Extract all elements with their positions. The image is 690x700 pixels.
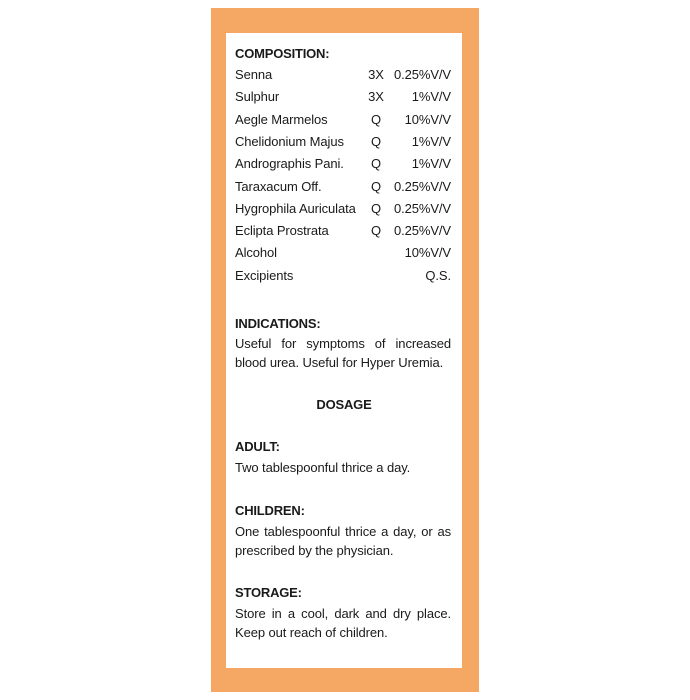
ingredient-name: Andrographis Pani. bbox=[235, 156, 344, 172]
ingredient-name: Taraxacum Off. bbox=[235, 178, 322, 194]
composition-row bbox=[235, 201, 451, 219]
composition-row bbox=[235, 112, 451, 130]
ingredient-concentration: 1%V/V bbox=[411, 133, 451, 149]
ingredient-concentration: 1%V/V bbox=[411, 89, 451, 105]
ingredient-potency: 3X bbox=[368, 89, 384, 105]
ingredient-concentration: Q.S. bbox=[425, 267, 451, 283]
storage-heading: STORAGE: bbox=[235, 585, 302, 600]
ingredient-potency: 3X bbox=[368, 67, 384, 82]
ingredient-potency: Q bbox=[370, 178, 381, 194]
ingredient-potency: Q bbox=[370, 111, 381, 127]
storage-text: Store in a cool, dark and dry place. Keep out reach of children. bbox=[235, 606, 451, 640]
ingredient-name: Eclipta Prostrata bbox=[235, 223, 329, 239]
composition-row bbox=[235, 134, 451, 152]
ingredient-concentration: 0.25%V/V bbox=[393, 178, 451, 194]
ingredient-concentration: 1%V/V bbox=[411, 156, 451, 172]
ingredient-name: Excipients bbox=[235, 267, 294, 283]
composition-row bbox=[235, 89, 451, 107]
children-heading: CHILDREN: bbox=[235, 503, 305, 518]
composition-row bbox=[235, 245, 451, 263]
ingredient-potency: Q bbox=[370, 133, 381, 149]
label-panel bbox=[226, 33, 462, 668]
ingredient-concentration: 10%V/V bbox=[404, 245, 451, 261]
composition-row bbox=[235, 156, 451, 174]
adult-heading: ADULT: bbox=[235, 439, 280, 454]
composition-row bbox=[235, 268, 451, 286]
composition-heading: COMPOSITION: bbox=[235, 46, 330, 61]
indications-heading: INDICATIONS: bbox=[235, 316, 321, 331]
indications-text: Useful for symptoms of increased blood urea. Useful for Hyper Uremia. bbox=[235, 336, 451, 370]
ingredient-name: Sulphur bbox=[235, 89, 280, 105]
ingredient-name: Chelidonium Majus bbox=[235, 133, 344, 149]
ingredient-potency: Q bbox=[370, 200, 381, 216]
ingredient-name: Hygrophila Auriculata bbox=[235, 200, 356, 216]
ingredient-potency: Q bbox=[370, 223, 381, 239]
ingredient-name: Alcohol bbox=[235, 245, 277, 261]
ingredient-concentration: 0.25%V/V bbox=[393, 67, 451, 82]
ingredient-name: Senna bbox=[235, 67, 273, 82]
adult-text: Two tablespoonful thrice a day. bbox=[235, 460, 411, 475]
dosage-heading: DOSAGE bbox=[316, 397, 372, 412]
ingredient-concentration: 10%V/V bbox=[404, 111, 451, 127]
ingredient-potency: Q bbox=[370, 156, 381, 172]
composition-row bbox=[235, 67, 451, 85]
ingredient-name: Aegle Marmelos bbox=[235, 111, 328, 127]
composition-row bbox=[235, 179, 451, 197]
composition-row bbox=[235, 223, 451, 241]
children-text: One tablespoonful thrice a day, or as prescribed by the physician. bbox=[235, 524, 451, 558]
ingredient-concentration: 0.25%V/V bbox=[393, 223, 451, 239]
ingredient-concentration: 0.25%V/V bbox=[393, 200, 451, 216]
